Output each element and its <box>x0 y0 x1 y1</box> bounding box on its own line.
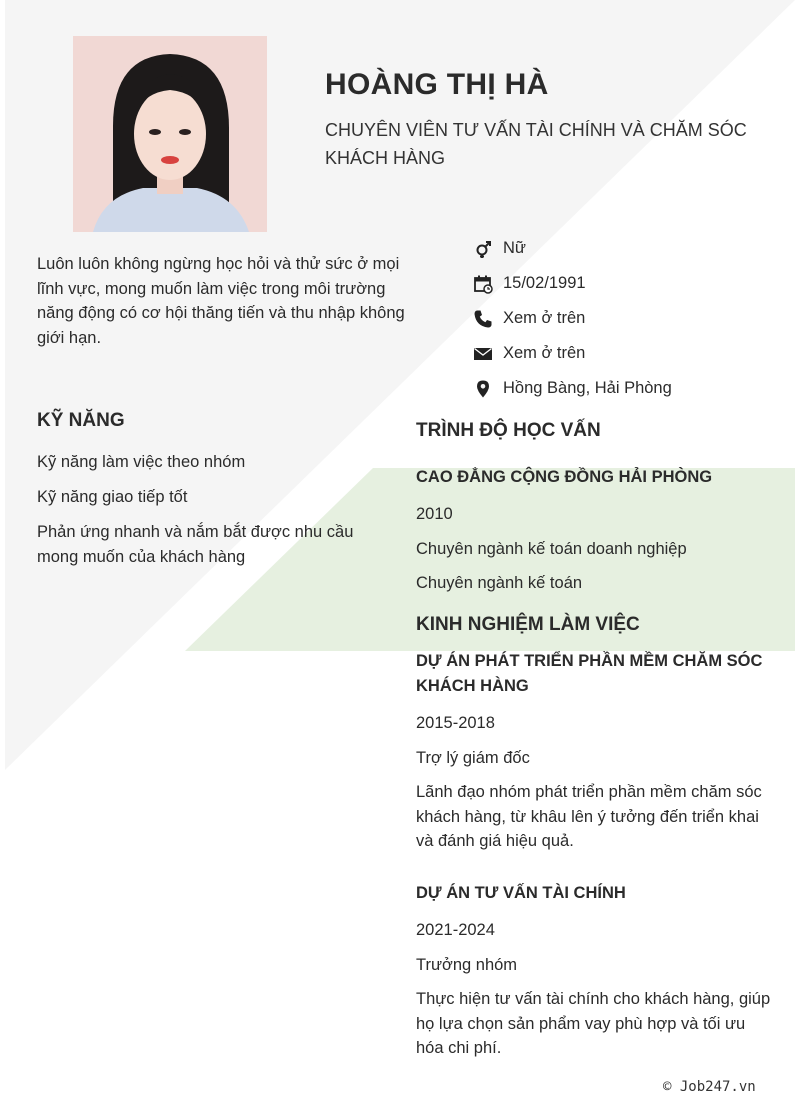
experience-period: 2021-2024 <box>416 921 495 939</box>
skill-item: Kỹ năng làm việc theo nhóm <box>37 453 246 471</box>
gender-icon <box>472 238 494 260</box>
contact-address <box>472 371 672 406</box>
contact-gender <box>472 231 672 266</box>
contact-phone <box>472 301 672 336</box>
education-section <box>416 465 776 596</box>
phone-icon <box>472 308 494 330</box>
experience-role: Trưởng nhóm <box>416 955 518 974</box>
experience-item <box>416 649 776 854</box>
career-objective: Luôn luôn không ngừng học hỏi và thử sức ở mọi lĩnh vực, mong muốn làm việc trong môi trường năng động có cơ hội thăng tiến và thu nhập không giới hạn. <box>37 255 405 347</box>
skills-list <box>37 450 357 580</box>
envelope-icon <box>472 343 494 365</box>
education-major: Chuyên ngành kế toán <box>416 574 583 592</box>
experience-heading: KINH NGHIỆM LÀM VIỆC <box>416 614 640 635</box>
skill-item: Kỹ năng giao tiếp tốt <box>37 488 188 506</box>
experience-project: DỰ ÁN PHÁT TRIỂN PHẦN MỀM CHĂM SÓC KHÁCH HÀNG <box>416 652 763 695</box>
candidate-name: HOÀNG THỊ HÀ <box>325 68 549 101</box>
contact-phone-text: Xem ở trên <box>503 309 586 327</box>
contact-birthday-text: 15/02/1991 <box>503 274 586 292</box>
experience-period: 2015-2018 <box>416 714 495 732</box>
experience-description: Thực hiện tư vấn tài chính cho khách hàng, giúp họ lựa chọn sản phẩm vay phù hợp và tối ưu hóa chi phí. <box>416 990 771 1057</box>
contact-email-text: Xem ở trên <box>503 344 586 362</box>
skills-heading: KỸ NĂNG <box>37 410 125 431</box>
job-title: CHUYÊN VIÊN TƯ VẤN TÀI CHÍNH VÀ CHĂM SÓC KHÁCH HÀNG <box>325 120 747 168</box>
contact-gender-text: Nữ <box>503 239 526 257</box>
education-year: 2010 <box>416 505 453 523</box>
footer-credit: © Job247.vn <box>663 1079 756 1095</box>
contact-email <box>472 336 672 371</box>
experience-item <box>416 881 776 1061</box>
experience-description: Lãnh đạo nhóm phát triển phần mềm chăm sóc khách hàng, từ khâu lên ý tưởng đến triển khai và đánh giá hiệu quả. <box>416 783 762 850</box>
profile-photo <box>73 36 267 232</box>
education-heading: TRÌNH ĐỘ HỌC VẤN <box>416 420 601 441</box>
contact-address-text: Hồng Bàng, Hải Phòng <box>503 379 672 397</box>
education-major: Chuyên ngành kế toán doanh nghiệp <box>416 539 687 558</box>
education-school: CAO ĐẲNG CỘNG ĐỒNG HẢI PHÒNG <box>416 468 713 486</box>
calendar-icon <box>472 273 494 295</box>
experience-role: Trợ lý giám đốc <box>416 748 530 767</box>
contact-list <box>472 231 672 406</box>
skill-item: Phản ứng nhanh và nắm bắt được nhu cầu mong muốn của khách hàng <box>37 523 354 566</box>
contact-birthday <box>472 266 672 301</box>
experience-project: DỰ ÁN TƯ VẤN TÀI CHÍNH <box>416 884 626 902</box>
location-pin-icon <box>472 378 494 400</box>
